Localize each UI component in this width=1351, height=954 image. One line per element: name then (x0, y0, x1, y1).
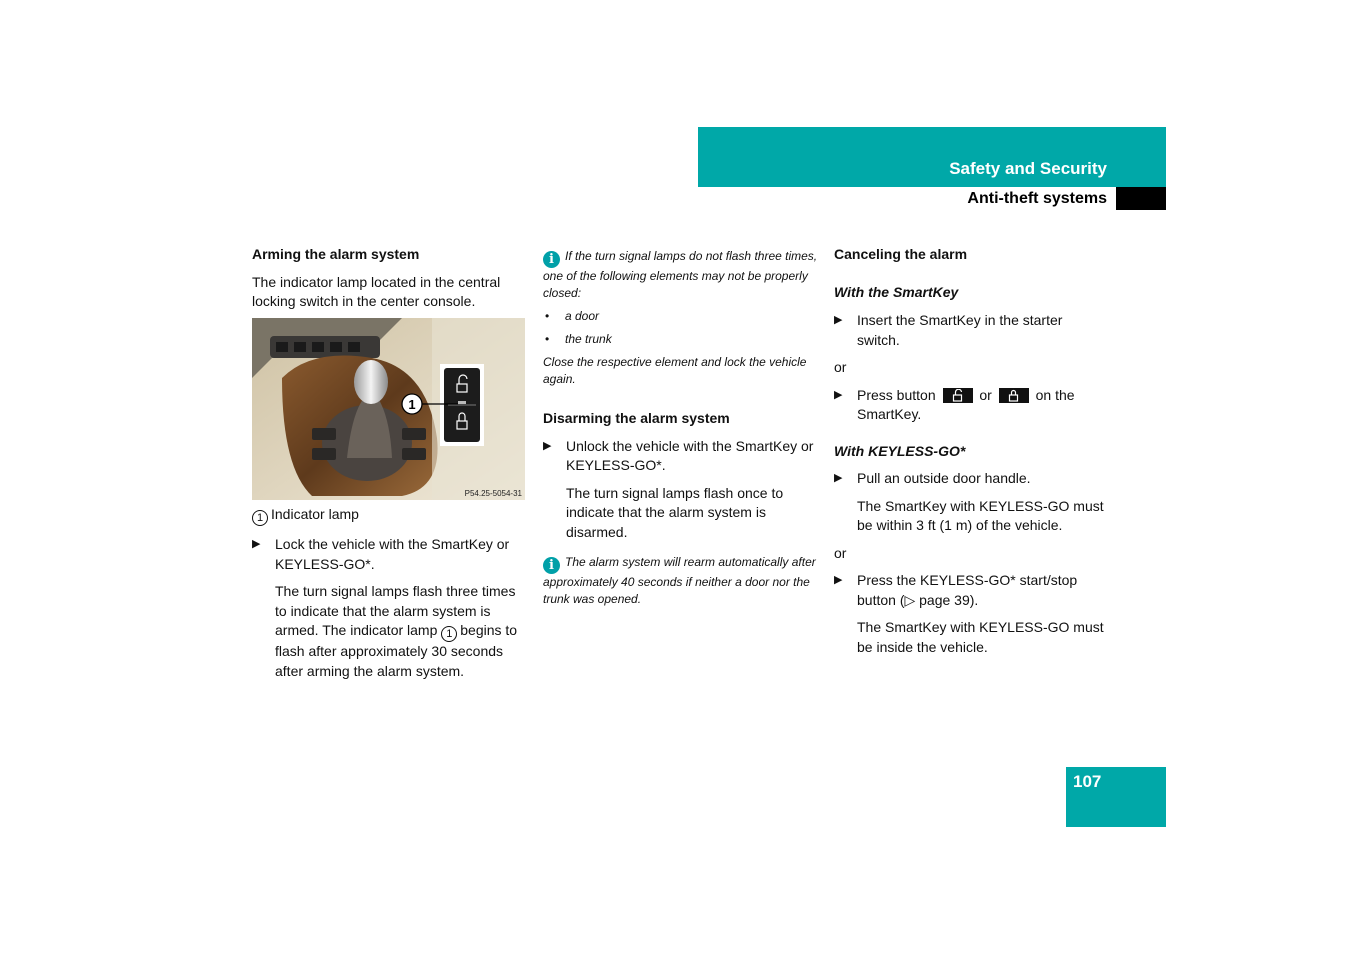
legend-number: 1 (252, 510, 268, 526)
section-title: Safety and Security (949, 159, 1107, 178)
triangle-right-icon: ▶ (834, 314, 843, 326)
bullet-dot-icon: • (545, 332, 550, 346)
smartkey-subheading: With the SmartKey (834, 283, 959, 300)
note-close-element: Close the respective element and lock the vehicle again. (543, 355, 807, 386)
arming-intro: The indicator lamp located in the central locking switch in the center console. (252, 273, 501, 309)
step-text: Unlock the vehicle with the SmartKey or KEYLESS-GO*. (566, 437, 814, 473)
step-pull-door-handle (834, 469, 1109, 489)
center-console-photo (252, 318, 525, 500)
bullet-trunk (543, 331, 818, 348)
legend-text: Indicator lamp (271, 506, 359, 522)
bullet-door (543, 308, 818, 325)
bullet-text: the trunk (565, 332, 612, 346)
result-armed (252, 582, 527, 681)
info-icon: i (543, 251, 560, 268)
result-text-1: The turn signal lamps flash three times to indicate that the alarm system is armed. The indicator lamp (275, 583, 516, 638)
note-text: The alarm system will rearm automatically after approximately 40 seconds if neither a door nor the trunk was opened. (543, 555, 816, 606)
step-press-start-stop (834, 571, 1109, 610)
triangle-right-icon: ▶ (834, 388, 843, 401)
page-number: 107 (1073, 772, 1102, 791)
step-press-button (834, 386, 1109, 425)
note-text: If the turn signal lamps do not flash three times, one of the following elements may not be properly closed: (543, 249, 818, 300)
step-insert-smartkey (834, 311, 1109, 350)
canceling-heading: Canceling the alarm (834, 246, 968, 262)
inline-number: 1 (441, 626, 457, 642)
step-text: Pull an outside door handle. (857, 470, 1031, 486)
section-subtitle: Anti-theft systems (967, 190, 1107, 207)
legend-indicator-lamp (252, 505, 527, 526)
disarming-heading: Disarming the alarm system (543, 410, 730, 426)
bullet-text: a door (565, 309, 600, 323)
column-1 (252, 245, 527, 312)
triangle-right-icon: ▶ (252, 538, 261, 550)
header-tab-marker (1116, 187, 1166, 210)
photo-callout-number: 1 (408, 397, 416, 412)
info-note-1 (543, 248, 818, 302)
column-1-lower (252, 505, 527, 681)
info-icon: i (543, 557, 560, 574)
column-3 (834, 245, 1109, 657)
info-note-2 (543, 554, 818, 608)
or-separator-1: or (834, 359, 847, 375)
step-text: Insert the SmartKey in the starter switch. (857, 312, 1063, 348)
triangle-right-icon: ▶ (834, 574, 843, 586)
result-within-range: The SmartKey with KEYLESS-GO must be within 3 ft (1 m) of the vehicle. (857, 497, 1104, 533)
image-code: P54.25-5054-31 (464, 489, 522, 498)
column-2 (543, 248, 818, 608)
bullet-dot-icon: • (545, 309, 550, 323)
step-text-b: on the SmartKey. (857, 386, 1075, 422)
arming-heading: Arming the alarm system (252, 246, 420, 262)
result-text-2: begins to flash after approximately 30 seconds after arming the alarm system. (275, 622, 518, 679)
lock-icon (999, 388, 1029, 403)
or-separator-2: or (834, 544, 847, 561)
triangle-right-icon: ▶ (834, 472, 843, 484)
step-text: Press the KEYLESS-GO* start/stop button (▷ page 39). (857, 572, 1078, 608)
unlock-icon (943, 388, 973, 403)
triangle-right-icon: ▶ (543, 439, 552, 452)
step-text-or: or (979, 386, 992, 403)
result-disarmed: The turn signal lamps flash once to indicate that the alarm system is disarmed. (566, 484, 784, 540)
step-unlock-vehicle (543, 437, 818, 476)
step-text: Lock the vehicle with the SmartKey or KEYLESS-GO*. (275, 536, 510, 572)
result-inside-vehicle: The SmartKey with KEYLESS-GO must be inside the vehicle. (857, 619, 1104, 655)
keyless-go-subheading: With KEYLESS-GO* (834, 442, 966, 459)
step-lock-vehicle (252, 535, 527, 574)
step-text-a: Press button (857, 386, 936, 403)
